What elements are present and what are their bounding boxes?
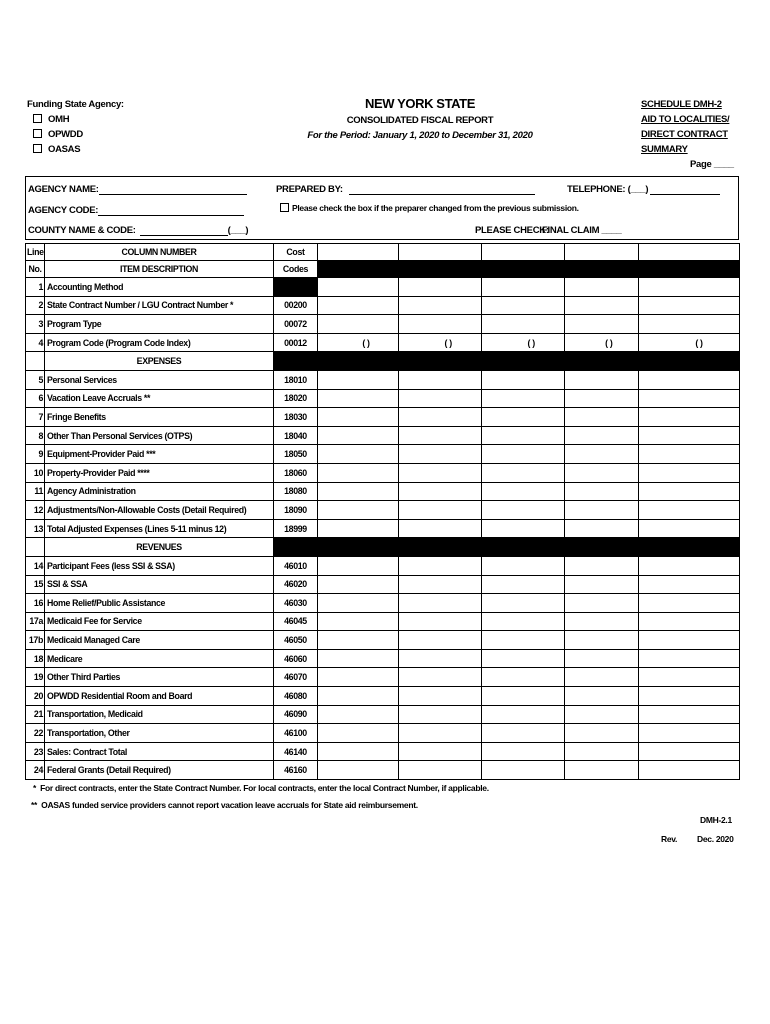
item-description: Program Type (45, 315, 274, 334)
amount-cell[interactable] (318, 463, 399, 482)
table-header-row (26, 261, 740, 278)
county-field[interactable]: COUNTY NAME & CODE: (___) (28, 225, 249, 236)
column-cell[interactable] (639, 244, 740, 261)
table-row (26, 612, 740, 631)
amount-cell[interactable] (399, 501, 482, 520)
amount-cell[interactable] (639, 296, 740, 315)
table-row (26, 370, 740, 389)
schedule-line-3: DIRECT CONTRACT (641, 129, 728, 140)
item-description: Personal Services (45, 370, 274, 389)
cost-code: 00012 (274, 333, 318, 352)
item-description: Sales: Contract Total (45, 742, 274, 761)
cost-code: 46060 (274, 649, 318, 668)
agency-option-omh[interactable]: OMH (33, 114, 69, 125)
item-description: Medicaid Fee for Service (45, 612, 274, 631)
amount-cell[interactable] (318, 649, 399, 668)
amount-cell[interactable] (318, 705, 399, 724)
amount-cell[interactable] (399, 687, 482, 706)
amount-cell[interactable] (318, 370, 399, 389)
checkbox[interactable] (33, 144, 42, 153)
line-header: Line (26, 244, 45, 261)
item-description: Adjustments/Non-Allowable Costs (Detail Required) (45, 501, 274, 520)
line-number: 23 (26, 742, 45, 761)
item-description: Medicare (45, 649, 274, 668)
amount-cell[interactable] (639, 408, 740, 427)
footnote-1: * For direct contracts, enter the State Contract Number. For local contracts, enter the local Contract Number, if applicable. (33, 783, 489, 793)
item-description: Transportation, Other (45, 724, 274, 743)
amount-cell[interactable] (399, 408, 482, 427)
agency-code-field[interactable]: AGENCY CODE: (28, 205, 244, 216)
amount-cell[interactable] (482, 408, 565, 427)
amount-cell[interactable] (565, 649, 639, 668)
cost-code: 46030 (274, 594, 318, 613)
cost-code: 18030 (274, 408, 318, 427)
amount-cell[interactable] (399, 612, 482, 631)
expenses-label: EXPENSES (45, 352, 274, 371)
table-row (26, 408, 740, 427)
telephone-field[interactable]: TELEPHONE: (___) (567, 184, 720, 195)
cost-code: 18080 (274, 482, 318, 501)
item-description: Participant Fees (less SSI & SSA) (45, 556, 274, 575)
column-number-header: COLUMN NUMBER (45, 244, 274, 261)
county-input[interactable] (140, 235, 228, 236)
amount-cell[interactable] (639, 687, 740, 706)
line-number: 3 (26, 315, 45, 334)
please-check-label: PLEASE CHECK: (475, 225, 549, 236)
item-description: Other Than Personal Services (OTPS) (45, 426, 274, 445)
checkbox[interactable] (33, 114, 42, 123)
amount-cell[interactable] (399, 278, 482, 297)
amount-cell[interactable] (399, 426, 482, 445)
cost-code: 46140 (274, 742, 318, 761)
cost-code: 00200 (274, 296, 318, 315)
amount-cell[interactable] (318, 426, 399, 445)
amount-cell[interactable] (482, 519, 565, 538)
line-number: 22 (26, 724, 45, 743)
amount-cell[interactable] (482, 482, 565, 501)
amount-cell[interactable] (565, 501, 639, 520)
amount-cell[interactable] (318, 742, 399, 761)
amount-cell[interactable] (399, 742, 482, 761)
amount-cell[interactable] (399, 724, 482, 743)
amount-cell[interactable] (565, 278, 639, 297)
blank-cell (26, 538, 45, 557)
amount-cell[interactable] (565, 389, 639, 408)
revenues-label: REVENUES (45, 538, 274, 557)
amount-cell[interactable] (639, 742, 740, 761)
amount-cell[interactable] (482, 426, 565, 445)
agency-option-oasas[interactable]: OASAS (33, 144, 80, 155)
amount-cell[interactable] (639, 445, 740, 464)
table-header-row (26, 244, 740, 261)
amount-cell[interactable] (639, 594, 740, 613)
cost-code: 18060 (274, 463, 318, 482)
amount-cell[interactable] (399, 631, 482, 650)
amount-cell[interactable] (482, 668, 565, 687)
item-description: Agency Administration (45, 482, 274, 501)
prepared-by-input[interactable] (349, 194, 535, 195)
rev-label: Rev. (661, 834, 678, 844)
table-row (26, 742, 740, 761)
program-code-cell[interactable] (318, 333, 399, 352)
table-row (26, 668, 740, 687)
program-code-parens: ( ) (695, 337, 703, 348)
amount-cell[interactable] (565, 556, 639, 575)
amount-cell[interactable] (482, 687, 565, 706)
line-number: 13 (26, 519, 45, 538)
amount-cell[interactable] (482, 501, 565, 520)
amount-cell[interactable] (318, 612, 399, 631)
line-number: 9 (26, 445, 45, 464)
agency-code-input[interactable] (98, 215, 244, 216)
table-row (26, 389, 740, 408)
item-description: Transportation, Medicaid (45, 705, 274, 724)
table-row (26, 463, 740, 482)
amount-cell[interactable] (482, 463, 565, 482)
table-row (26, 482, 740, 501)
schedule-line-4: SUMMARY (641, 144, 688, 155)
amount-cell[interactable] (318, 278, 399, 297)
line-number: 11 (26, 482, 45, 501)
amount-cell[interactable] (482, 370, 565, 389)
table-row (26, 705, 740, 724)
amount-cell[interactable] (482, 761, 565, 780)
program-code-parens: ( ) (444, 337, 452, 348)
amount-cell[interactable] (318, 575, 399, 594)
cost-code: 00072 (274, 315, 318, 334)
amount-cell[interactable] (399, 389, 482, 408)
amount-cell[interactable] (639, 649, 740, 668)
line-number: 4 (26, 333, 45, 352)
rev-date: Dec. 2020 (697, 834, 734, 844)
amount-cell[interactable] (639, 705, 740, 724)
cost-code: 46090 (274, 705, 318, 724)
line-number: 8 (26, 426, 45, 445)
program-code-cell[interactable] (639, 333, 740, 352)
amount-cell[interactable] (482, 724, 565, 743)
report-period: For the Period: January 1, 2020 to December 31, 2020 (307, 130, 533, 141)
amount-cell[interactable] (482, 389, 565, 408)
schedule-line-2: AID TO LOCALITIES/ (641, 114, 730, 125)
amount-cell[interactable] (399, 445, 482, 464)
amount-cell[interactable] (565, 687, 639, 706)
amount-cell[interactable] (565, 482, 639, 501)
program-code-cell[interactable] (399, 333, 482, 352)
checkbox[interactable] (33, 129, 42, 138)
amount-cell[interactable] (399, 482, 482, 501)
program-code-parens: ( ) (362, 337, 370, 348)
amount-cell[interactable] (318, 389, 399, 408)
table-row (26, 333, 740, 352)
item-description: Equipment-Provider Paid *** (45, 445, 274, 464)
header-black-bar (318, 261, 740, 278)
amount-cell[interactable] (318, 519, 399, 538)
line-number: 6 (26, 389, 45, 408)
item-description: Home Relief/Public Assistance (45, 594, 274, 613)
amount-cell[interactable] (639, 724, 740, 743)
cost-code: 46050 (274, 631, 318, 650)
amount-cell[interactable] (399, 649, 482, 668)
amount-cell[interactable] (565, 631, 639, 650)
amount-cell[interactable] (639, 389, 740, 408)
schedule-line-1: SCHEDULE DMH-2 (641, 99, 722, 110)
item-description: Fringe Benefits (45, 408, 274, 427)
amount-cell[interactable] (399, 761, 482, 780)
table-row (26, 594, 740, 613)
item-description-header: ITEM DESCRIPTION (45, 261, 274, 278)
table-row (26, 556, 740, 575)
page-number-label: Page ____ (690, 159, 734, 170)
amount-cell[interactable] (565, 612, 639, 631)
table-row (26, 761, 740, 780)
amount-cell[interactable] (318, 501, 399, 520)
agency-name-field[interactable]: AGENCY NAME: (28, 184, 247, 195)
item-description: Vacation Leave Accruals ** (45, 389, 274, 408)
line-number: 16 (26, 594, 45, 613)
amount-cell[interactable] (318, 761, 399, 780)
amount-cell[interactable] (318, 315, 399, 334)
table-row (26, 649, 740, 668)
cost-code: 46010 (274, 556, 318, 575)
item-description: Property-Provider Paid **** (45, 463, 274, 482)
amount-cell[interactable] (565, 519, 639, 538)
line-number: 17a (26, 612, 45, 631)
column-cell[interactable] (482, 244, 565, 261)
amount-cell[interactable] (639, 612, 740, 631)
table-row (26, 724, 740, 743)
line-number: 21 (26, 705, 45, 724)
amount-cell[interactable] (399, 668, 482, 687)
cost-code (274, 278, 318, 297)
line-number: 24 (26, 761, 45, 780)
amount-cell[interactable] (318, 724, 399, 743)
blank-cell (26, 352, 45, 371)
amount-cell[interactable] (318, 408, 399, 427)
amount-cell[interactable] (318, 687, 399, 706)
cost-code: 46100 (274, 724, 318, 743)
item-description: Medicaid Managed Care (45, 631, 274, 650)
amount-cell[interactable] (565, 742, 639, 761)
cost-code: 46045 (274, 612, 318, 631)
cost-code: 46020 (274, 575, 318, 594)
line-number: 1 (26, 278, 45, 297)
cost-code: 18050 (274, 445, 318, 464)
line-number: 15 (26, 575, 45, 594)
amount-cell[interactable] (482, 649, 565, 668)
column-cell[interactable] (318, 244, 399, 261)
amount-cell[interactable] (482, 278, 565, 297)
line-number: 14 (26, 556, 45, 575)
table-row (26, 519, 740, 538)
expenses-section-row (26, 352, 740, 371)
amount-cell[interactable] (639, 370, 740, 389)
codes-header: Codes (274, 261, 318, 278)
amount-cell[interactable] (482, 445, 565, 464)
amount-cell[interactable] (399, 463, 482, 482)
revenues-section-row (26, 538, 740, 557)
amount-cell[interactable] (639, 501, 740, 520)
program-code-parens: ( ) (605, 337, 613, 348)
line-number: 5 (26, 370, 45, 389)
item-description: State Contract Number / LGU Contract Number * (45, 296, 274, 315)
amount-cell[interactable] (565, 575, 639, 594)
amount-cell[interactable] (399, 594, 482, 613)
column-cell[interactable] (399, 244, 482, 261)
amount-cell[interactable] (482, 575, 565, 594)
amount-cell[interactable] (482, 705, 565, 724)
no-header: No. (26, 261, 45, 278)
program-code-parens: ( ) (527, 337, 535, 348)
cost-code: 18999 (274, 519, 318, 538)
section-black-bar (274, 352, 740, 371)
cost-code: 46160 (274, 761, 318, 780)
item-description: Accounting Method (45, 278, 274, 297)
amount-cell[interactable] (639, 278, 740, 297)
amount-cell[interactable] (399, 315, 482, 334)
final-claim-field[interactable]: FINAL CLAIM ____ (542, 225, 622, 236)
line-number: 7 (26, 408, 45, 427)
amount-cell[interactable] (639, 631, 740, 650)
table-row (26, 575, 740, 594)
item-description: SSI & SSA (45, 575, 274, 594)
amount-cell[interactable] (399, 296, 482, 315)
amount-cell[interactable] (565, 594, 639, 613)
line-number: 20 (26, 687, 45, 706)
amount-cell[interactable] (565, 724, 639, 743)
amount-cell[interactable] (318, 668, 399, 687)
amount-cell[interactable] (318, 296, 399, 315)
amount-cell[interactable] (565, 761, 639, 780)
page-title: NEW YORK STATE (365, 96, 475, 111)
amount-cell[interactable] (639, 482, 740, 501)
amount-cell[interactable] (639, 668, 740, 687)
amount-cell[interactable] (399, 556, 482, 575)
form-id: DMH-2.1 (700, 815, 732, 825)
amount-cell[interactable] (639, 426, 740, 445)
amount-cell[interactable] (482, 315, 565, 334)
prepared-by-field[interactable]: PREPARED BY: (276, 184, 535, 195)
line-number: 18 (26, 649, 45, 668)
agency-info-box (25, 176, 739, 240)
amount-cell[interactable] (318, 556, 399, 575)
amount-cell[interactable] (565, 668, 639, 687)
table-row (26, 687, 740, 706)
amount-cell[interactable] (399, 519, 482, 538)
report-subtitle: CONSOLIDATED FISCAL REPORT (346, 115, 494, 126)
amount-cell[interactable] (565, 463, 639, 482)
amount-cell[interactable] (565, 370, 639, 389)
item-description: Other Third Parties (45, 668, 274, 687)
agency-option-opwdd[interactable]: OPWDD (33, 129, 83, 140)
cost-code: 18040 (274, 426, 318, 445)
amount-cell[interactable] (318, 445, 399, 464)
checkbox[interactable] (280, 203, 289, 212)
line-number: 17b (26, 631, 45, 650)
table-row (26, 296, 740, 315)
cost-code: 18010 (274, 370, 318, 389)
amount-cell[interactable] (399, 370, 482, 389)
program-code-cell[interactable] (565, 333, 639, 352)
table-row (26, 445, 740, 464)
agency-name-input[interactable] (99, 194, 247, 195)
amount-cell[interactable] (639, 556, 740, 575)
table-row (26, 501, 740, 520)
amount-cell[interactable] (482, 612, 565, 631)
cost-header: Cost (274, 244, 318, 261)
line-number: 10 (26, 463, 45, 482)
cost-code: 18020 (274, 389, 318, 408)
table-row (26, 315, 740, 334)
table-row (26, 631, 740, 650)
line-number: 19 (26, 668, 45, 687)
amount-cell[interactable] (482, 631, 565, 650)
summary-table (25, 243, 740, 780)
preparer-changed-option[interactable]: Please check the box if the preparer changed from the previous submission. (280, 203, 579, 213)
amount-cell[interactable] (482, 742, 565, 761)
amount-cell[interactable] (565, 315, 639, 334)
cost-code: 18090 (274, 501, 318, 520)
item-description: OPWDD Residential Room and Board (45, 687, 274, 706)
item-description: Program Code (Program Code Index) (45, 333, 274, 352)
item-description: Federal Grants (Detail Required) (45, 761, 274, 780)
amount-cell[interactable] (639, 463, 740, 482)
cost-code: 46080 (274, 687, 318, 706)
line-number: 12 (26, 501, 45, 520)
footnote-2: ** OASAS funded service providers cannot report vacation leave accruals for State aid reimbursement. (31, 800, 418, 810)
funding-agency-label: Funding State Agency: (27, 99, 124, 110)
amount-cell[interactable] (482, 296, 565, 315)
table-row (26, 278, 740, 297)
amount-cell[interactable] (565, 705, 639, 724)
amount-cell[interactable] (399, 575, 482, 594)
section-black-bar (274, 538, 740, 557)
amount-cell[interactable] (318, 594, 399, 613)
amount-cell[interactable] (482, 556, 565, 575)
program-code-cell[interactable] (482, 333, 565, 352)
cost-code: 46070 (274, 668, 318, 687)
item-description: Total Adjusted Expenses (Lines 5-11 minus 12) (45, 519, 274, 538)
telephone-input[interactable] (650, 194, 720, 195)
amount-cell[interactable] (565, 408, 639, 427)
amount-cell[interactable] (639, 575, 740, 594)
amount-cell[interactable] (565, 426, 639, 445)
amount-cell[interactable] (565, 445, 639, 464)
amount-cell[interactable] (565, 296, 639, 315)
amount-cell[interactable] (639, 315, 740, 334)
column-cell[interactable] (565, 244, 639, 261)
amount-cell[interactable] (482, 594, 565, 613)
amount-cell[interactable] (399, 705, 482, 724)
amount-cell[interactable] (639, 761, 740, 780)
table-row (26, 426, 740, 445)
amount-cell[interactable] (639, 519, 740, 538)
amount-cell[interactable] (318, 631, 399, 650)
line-number: 2 (26, 296, 45, 315)
amount-cell[interactable] (318, 482, 399, 501)
